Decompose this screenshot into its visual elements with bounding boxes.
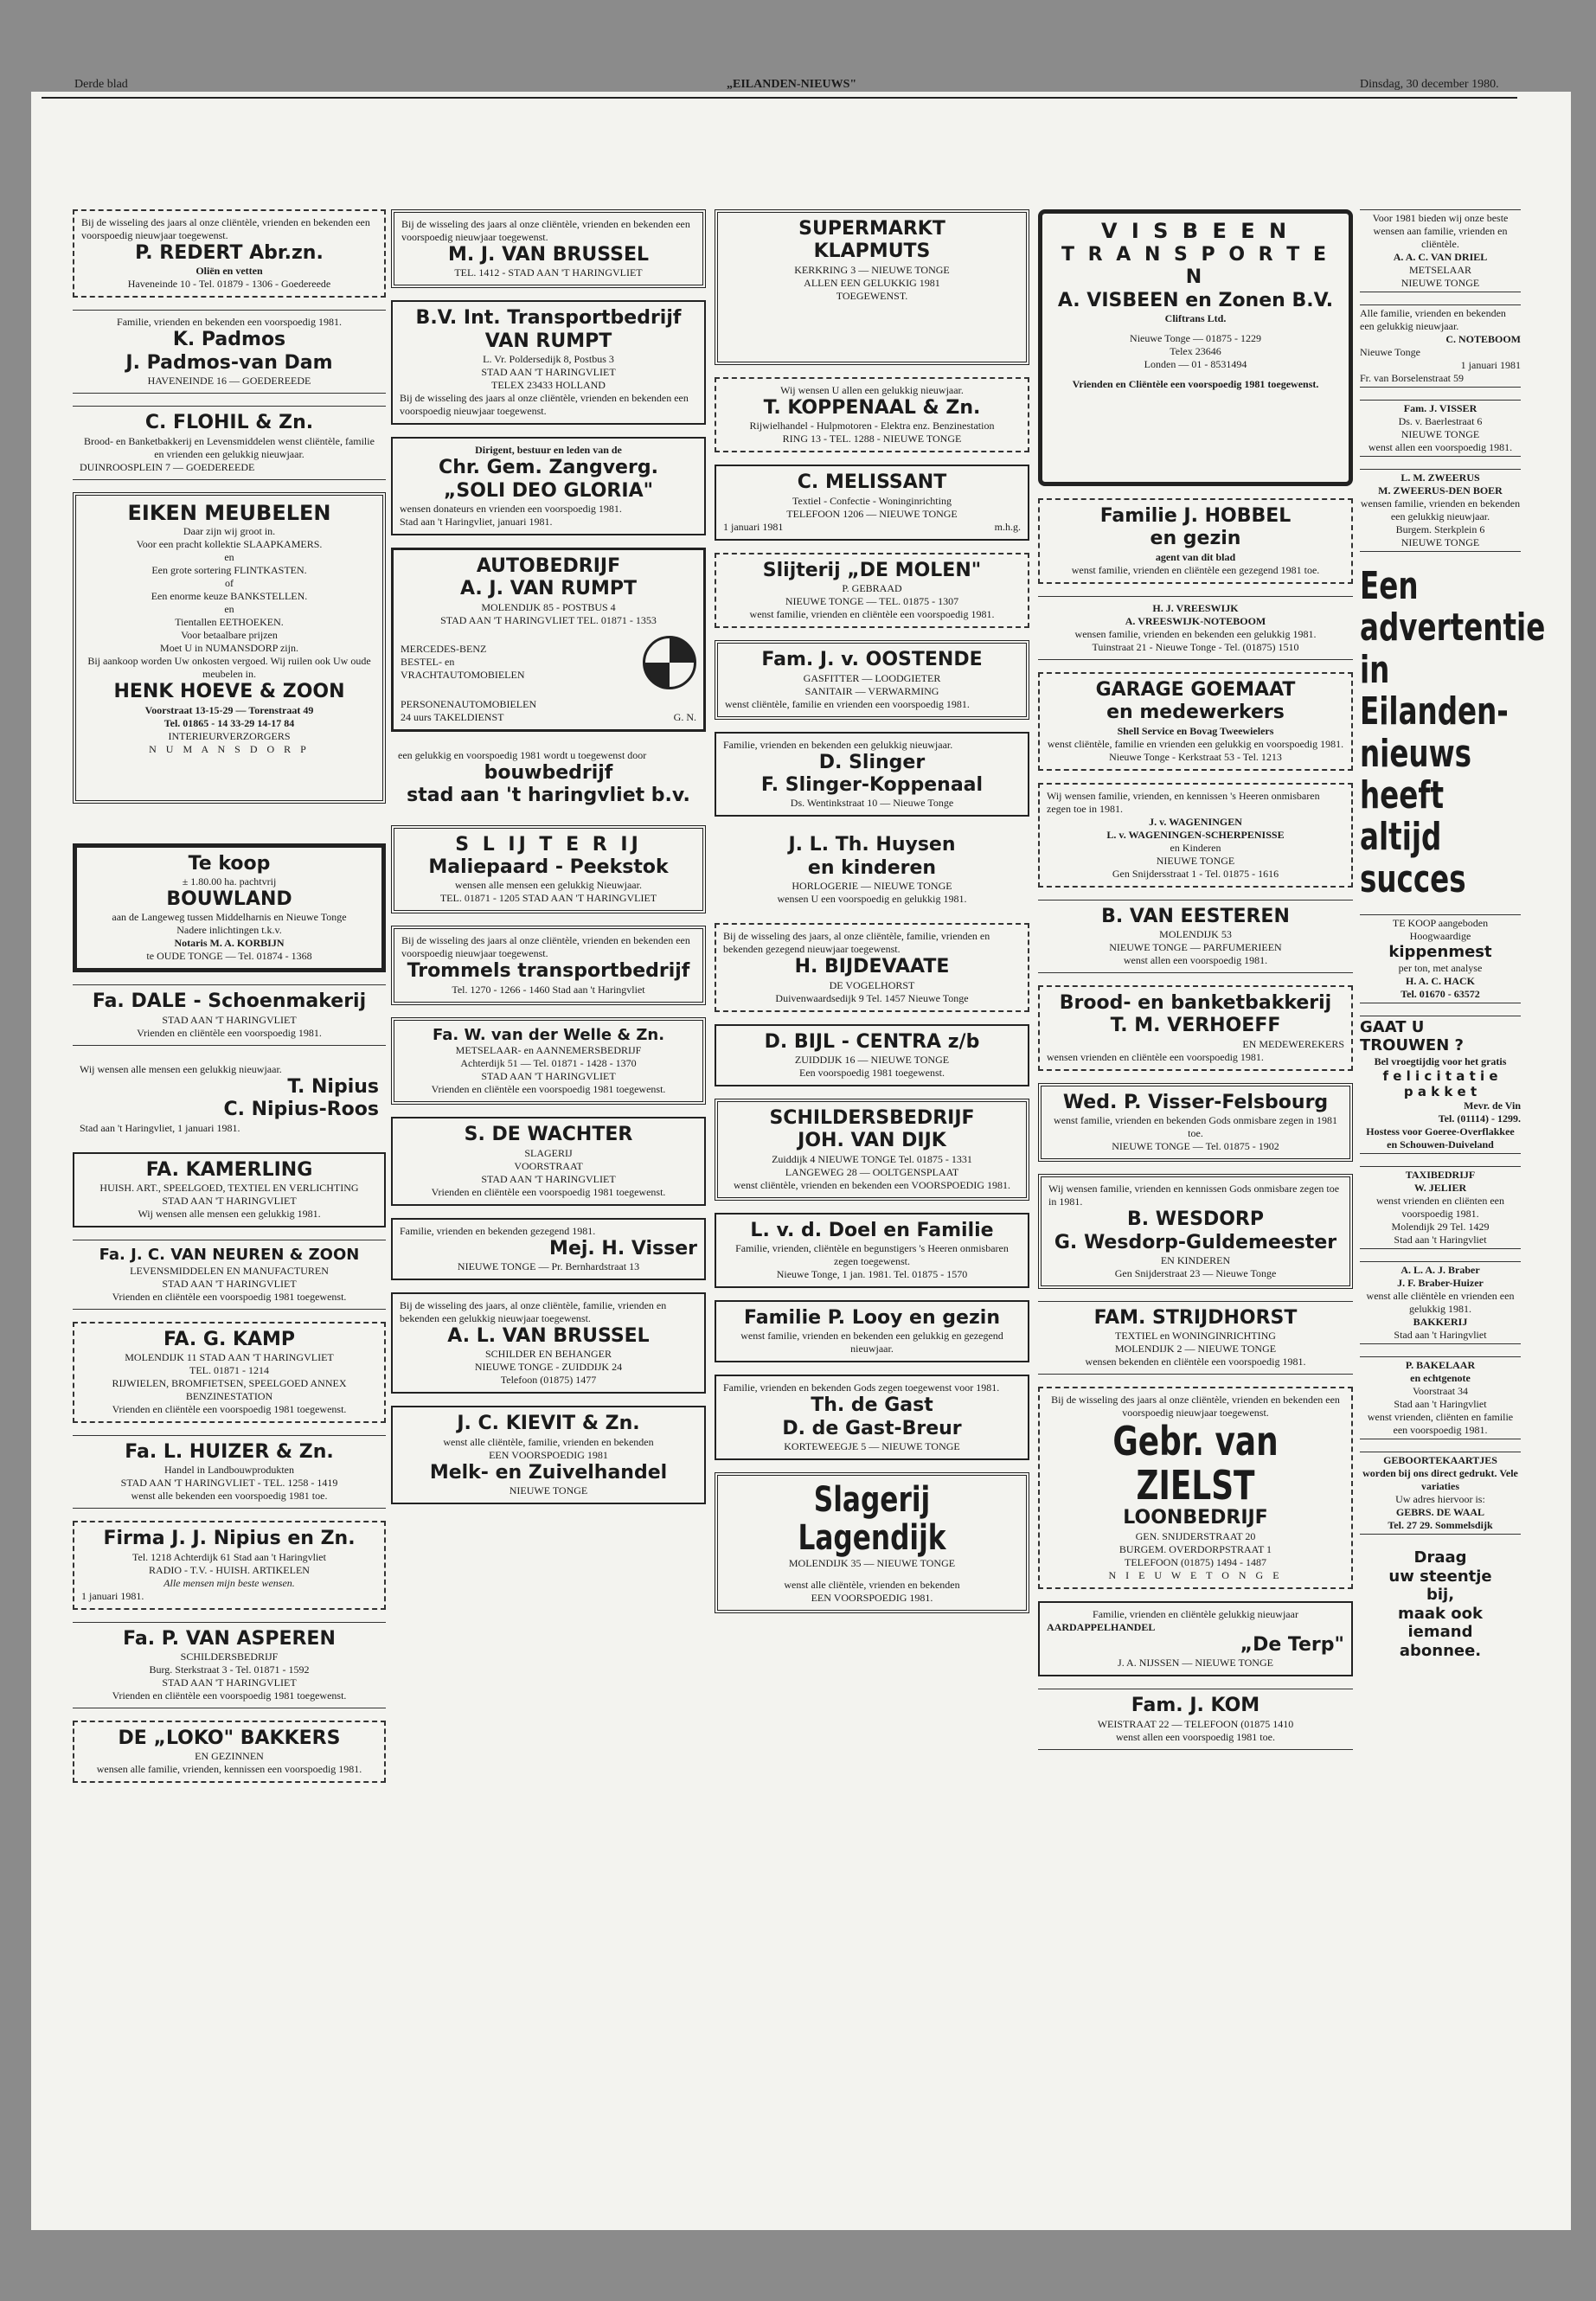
ad-dale: Fa. DALE - Schoenmakerij STAD AAN 'T HARINGVLIET Vrienden en cliëntèle een voorspoedig 1981. — [73, 984, 386, 1045]
ad-bouwbedrijf: een gelukkig en voorspoedig 1981 wordt u toegewenst door bouwbedrijf stad aan 't haringvliet b.v. — [398, 748, 690, 807]
ad-nipius-zn: Firma J. J. Nipius en Zn. Tel. 1218 Achterdijk 61 Stad aan 't Haringvliet RADIO - T.V. - HUISH. ARTIKELEN Alle mensen mijn beste wensen. 1 januari 1981. — [73, 1521, 386, 1609]
ad-bakelaar: P. BAKELAAR en echtgenote Voorstraat 34 Stad aan 't Haringvliet wenst vrienden, cliënten en familie een voorspoedig 1981. — [1360, 1356, 1521, 1439]
house-ad-advertentie: Een advertentie in Eilanden- nieuws heeft altijd succes — [1360, 564, 1546, 901]
ad-slijterij-maliepaard: S L IJ T E R IJ Maliepaard - Peekstok wensen alle mensen een gelukkig Nieuwjaar. TEL. 01871 - 1205 STAD AAN 'T HARINGVLIET — [391, 825, 706, 914]
house-ad-abonnee: Draag uw steentje bij, maak ook iemand abonnee. — [1388, 1548, 1492, 1660]
ad-de-wachter: S. DE WACHTER SLAGERIJ VOORSTRAAT STAD AAN 'T HARINGVLIET Vrienden en cliëntèle een voorspoedig 1981 toegewenst. — [391, 1117, 706, 1205]
header-rule — [42, 97, 1517, 99]
ad-hobbel: Familie J. HOBBEL en gezin agent van dit blad wenst familie, vrienden en cliëntèle een gezegend 1981 toe. — [1038, 498, 1353, 584]
bmw-logo-icon — [643, 636, 696, 689]
column-2 — [391, 209, 706, 1516]
column-4 — [1038, 209, 1353, 1762]
ad-kamp: FA. G. KAMP MOLENDIJK 11 STAD AAN 'T HARINGVLIET TEL. 01871 - 1214 RIJWIELEN, BROMFIETSEN, SPEELGOED ANNEX BENZINESTATION Vrienden en cliëntèle een voorspoedig 1981 toegewenst. — [73, 1322, 386, 1423]
ad-de-terp: Familie, vrienden en cliëntèle gelukkig nieuwjaar AARDAPPELHANDEL „De Terp" J. A. NIJSSEN — NIEUWE TONGE — [1038, 1601, 1353, 1676]
ad-wesdorp: Wij wensen familie, vrienden en kennissen Gods onmisbare zegen toe in 1981. B. WESDORP G. Wesdorp-Guldemeester EN KINDEREN Gen Snijderstraat 23 — Nieuwe Tonge — [1038, 1174, 1353, 1289]
ad-eiken-meubelen: EIKEN MEUBELEN Daar zijn wij groot in. Voor een pracht kollektie SLAAPKAMERS. en Een grote sortering FLINTKASTEN. of Een enorme keuze BANKSTELLEN. en Tientallen EETHOEKEN. Voor betaalbare prijzen Moet U in NUMANSDORP zijn. Bij aankoop worden Uw onkosten vergoed. Wij ruilen ook Uw oude meubelen in. HENK HOEVE & ZOON Voorstraat 13-15-29 — Torenstraat 49 Tel. 01865 - 14 33-29 14-17 84 INTERIEURVERZORGERS N U M A N S D O R P — [73, 492, 386, 804]
page-date: Dinsdag, 30 december 1980. — [1360, 78, 1499, 91]
ad-kippenmest: TE KOOP aangeboden Hoogwaardige kippenmest per ton, met analyse H. A. C. HACK Tel. 01670 - 63572 — [1360, 914, 1521, 1003]
ad-verhoeff: Brood- en banketbakkerij T. M. VERHOEFF EN MEDEWEREKERS wensen vrienden en cliëntèle een voorspoedig 1981. — [1038, 985, 1353, 1071]
ad-trommels: Bij de wisseling des jaars al onze cliëntèle, vrienden en bekenden een voorspoedig nieuwjaar toegewenst. Trommels transportbedrijf Tel. 1270 - 1266 - 1460 Stad aan 't Haringvliet — [391, 926, 706, 1004]
ad-nipius: Wij wensen alle mensen een gelukkig nieuwjaar. T. Nipius C. Nipius-Roos Stad aan 't Haringvliet, 1 januari 1981. — [80, 1062, 379, 1134]
ad-redert: Bij de wisseling des jaars al onze cliëntèle, vrienden en bekenden een voorspoedig nieuwjaar toegewenst. P. REDERT Abr.zn. Oliën en vetten Haveneinde 10 - Tel. 01879 - 1306 - Goedereede — [73, 209, 386, 298]
ad-van-wageningen: Wij wensen familie, vrienden, en kennissen 's Heeren onmisbaren zegen toe in 1981. J. v. WAGENINGEN L. v. WAGENINGEN-SCHERPENISSE en Kinderen NIEUWE TONGE Gen Snijdersstraat 1 - Tel. 01875 - 1616 — [1038, 783, 1353, 888]
ad-kievit: J. C. KIEVIT & Zn. wenst alle cliëntèle, familie, vrienden en bekenden EEN VOORSPOEDIG 1981 Melk- en Zuivelhandel NIEUWE TONGE — [391, 1406, 706, 1504]
ad-slijterij-de-molen: Slijterij „DE MOLEN" P. GEBRAAD NIEUWE TONGE — TEL. 01875 - 1307 wenst familie, vrienden en cliëntèle een voorspoedig 1981. — [715, 553, 1029, 628]
ad-flohil: C. FLOHIL & Zn. Brood- en Banketbakkerij en Levensmiddelen wenst cliëntèle, familie en vrienden een gelukkig nieuwjaar. DUINROOSPLEIN 7 — GOEDEREEDE — [73, 406, 386, 479]
ad-looy: Familie P. Looy en gezin wenst familie, vrienden en bekenden een gelukkig en gezegend nieuwjaar. — [715, 1300, 1029, 1362]
ad-jelier: TAXIBEDRIJF W. JELIER wenst vrienden en cliënten een voorspoedig 1981. Molendijk 29 Tel. 1429 Stad aan 't Haringvliet — [1360, 1166, 1521, 1249]
column-1 — [73, 209, 386, 1795]
column-3 — [715, 209, 1029, 1625]
ad-koppenaal: Wij wensen U allen een gelukkig nieuwjaar. T. KOPPENAAL & Zn. Rijwielhandel - Hulpmotoren - Elektra enz. Benzinestation RING 13 - TEL. 1288 - NIEUWE TONGE — [715, 377, 1029, 452]
ad-strijdhorst: FAM. STRIJDHORST TEXTIEL en WONINGINRICHTING MOLENDIJK 2 — NIEUWE TONGE wensen bekenden en cliëntèle een voorspoedig 1981. — [1038, 1301, 1353, 1375]
ad-te-koop: Te koop ± 1.80.00 ha. pachtvrij BOUWLAND aan de Langeweg tussen Middelharnis en Nieuwe Tonge Nadere inlichtingen t.k.v. Notaris M. A. KORBIJN te OUDE TONGE — Tel. 01874 - 1368 — [73, 843, 386, 973]
ad-fam-visser: Fam. J. VISSER Ds. v. Baerlestraat 6 NIEUWE TONGE wenst allen een voorspoedig 1981. — [1360, 400, 1521, 457]
ad-van-driel: Voor 1981 bieden wij onze beste wensen aan familie, vrienden en cliëntèle. A. A. C. VAN DRIEL METSELAAR NIEUWE TONGE — [1360, 209, 1521, 292]
ad-bijl-centra: D. BIJL - CENTRA z/b ZUIDDIJK 16 — NIEUWE TONGE Een voorspoedig 1981 toegewenst. — [715, 1024, 1029, 1086]
ad-loko-bakkers: DE „LOKO" BAKKERS EN GEZINNEN wensen alle familie, vrienden, kennissen een voorspoedig 1981. — [73, 1721, 386, 1783]
ad-zweerus: L. M. ZWEERUS M. ZWEERUS-DEN BOER wensen familie, vrienden en bekenden een gelukkig nieuwjaar. Burgem. Sterkplein 6 NIEUWE TONGE — [1360, 469, 1521, 552]
ad-huizer: Fa. L. HUIZER & Zn. Handel in Landbouwprodukten STAD AAN 'T HARINGVLIET - TEL. 1258 - 1419 wenst alle bekenden een voorspoedig 1981 toe. — [73, 1435, 386, 1509]
ad-van-dijk: SCHILDERSBEDRIJF JOH. VAN DIJK Zuiddijk 4 NIEUWE TONGE Tel. 01875 - 1331 LANGEWEG 28 — OOLTGENSPLAAT wenst cliëntèle, vrienden en bekenden een VOORSPOEDIG 1981. — [715, 1099, 1029, 1201]
ad-van-eesteren: B. VAN EESTEREN MOLENDIJK 53 NIEUWE TONGE — PARFUMERIEEN wenst allen een voorspoedig 1981. — [1038, 900, 1353, 973]
ad-braber: A. L. A. J. Braber J. F. Braber-Huizer wenst alle cliëntèle en vrienden een gelukkig 1981. BAKKERIJ Stad aan 't Haringvliet — [1360, 1261, 1521, 1344]
ad-vreeswijk: H. J. VREESWIJK A. VREESWIJK-NOTEBOOM wensen familie, vrienden en bekenden een gelukkig 1981. Tuinstraat 21 - Nieuwe Tonge - Tel. (01875) 1510 — [1038, 596, 1353, 660]
ad-geboortekaartjes: GEBOORTEKAARTJES worden bij ons direct gedrukt. Vele variaties Uw adres hiervoor is: GEBRS. DE WAAL Tel. 27 29. Sommelsdijk — [1360, 1452, 1521, 1535]
ad-bijdevaate: Bij de wisseling des jaars, al onze cliëntèle, familie, vrienden en bekenden gezegend nieuwjaar toegewenst. H. BIJDEVAATE DE VOGELHORST Duivenwaardsedijk 9 Tel. 1457 Nieuwe Tonge — [715, 923, 1029, 1011]
ad-soli-deo-gloria: Dirigent, bestuur en leden van de Chr. Gem. Zangverg. „SOLI DEO GLORIA" wensen donateurs en vrienden een voorspoedig 1981. Stad aan 't Haringvliet, januari 1981. — [391, 437, 706, 535]
ad-van-rumpt-transport: B.V. Int. Transportbedrijf VAN RUMPT L. Vr. Poldersedijk 8, Postbus 3 STAD AAN 'T HARINGVLIET TELEX 23433 HOLLAND Bij de wisseling des jaars al onze cliëntèle, vrienden en bekenden een voorspoedig nieuwjaar toegewenst. — [391, 300, 706, 425]
ad-visser-felsbourg: Wed. P. Visser-Felsbourg wenst familie, vrienden en bekenden Gods onmisbare zegen in 1981 toe. NIEUWE TONGE — Tel. 01875 - 1902 — [1038, 1083, 1353, 1162]
ad-padmos: Familie, vrienden en bekenden een voorspoedig 1981. K. Padmos J. Padmos-van Dam HAVENEINDE 16 — GOEDEREEDE — [73, 310, 386, 394]
ad-garage-goemaat: GARAGE GOEMAAT en medewerkers Shell Service en Bovag Tweewielers wenst cliëntèle, familie en vrienden een gelukkig en voorspoedig 1981. Nieuwe Tonge - Kerkstraat 53 - Tel. 1213 — [1038, 672, 1353, 771]
ad-slagerij-lagendijk: Slagerij Lagendijk MOLENDIJK 35 — NIEUWE TONGE wenst alle cliëntèle, vrienden en bekenden EEN VOORSPOEDIG 1981. — [715, 1472, 1029, 1613]
ad-mej-visser: Familie, vrienden en bekenden gezegend 1981. Mej. H. Visser NIEUWE TONGE — Pr. Bernhardstraat 13 — [391, 1218, 706, 1280]
ad-kom: Fam. J. KOM WEISTRAAT 22 — TELEFOON (01875 1410 wenst allen een voorspoedig 1981 toe. — [1038, 1689, 1353, 1749]
ad-de-gast: Familie, vrienden en bekenden Gods zegen toegewenst voor 1981. Th. de Gast D. de Gast-Breur KORTEWEEGJE 5 — NIEUWE TONGE — [715, 1375, 1029, 1460]
ad-huysen: J. L. Th. Huysen en kinderen HORLOGERIE — NIEUWE TONGE wensen U een voorspoedig en gelukkig 1981. — [777, 834, 967, 906]
ad-van-asperen: Fa. P. VAN ASPEREN SCHILDERSBEDRIJF Burg. Sterkstraat 3 - Tel. 01871 - 1592 STAD AAN 'T HARINGVLIET Vrienden en cliëntèle een voorspoedig 1981 toegewenst. — [73, 1622, 386, 1708]
ad-kamerling: FA. KAMERLING HUISH. ART., SPEELGOED, TEXTIEL EN VERLICHTING STAD AAN 'T HARINGVLIET Wij wensen alle mensen een gelukkig 1981. — [73, 1152, 386, 1227]
ad-van-der-doel: L. v. d. Doel en Familie Familie, vrienden, cliëntèle en begunstigers 's Heeren onmisbaren zegen toegewenst. Nieuwe Tonge, 1 jan. 1981. Tel. 01875 - 1570 — [715, 1213, 1029, 1288]
ad-slinger: Familie, vrienden en bekenden een gelukkig nieuwjaar. D. Slinger F. Slinger-Koppenaal Ds. Wentinkstraat 10 — Nieuwe Tonge — [715, 732, 1029, 817]
ad-visbeen: V I S B E E N T R A N S P O R T E N A. VISBEEN en Zonen B.V. Cliftrans Ltd. Nieuwe Tonge — 01875 - 1229 Telex 23646 Londen — 01 - 8531494 Vrienden en Cliëntèle een voorspoedig 1981 toegewenst. — [1038, 209, 1353, 486]
ad-van-neuren: Fa. J. C. VAN NEUREN & ZOON LEVENSMIDDELEN EN MANUFACTUREN STAD AAN 'T HARINGVLIET Vrienden en cliëntèle een voorspoedig 1981 toegewenst. — [73, 1240, 386, 1310]
ad-a-l-van-brussel: Bij de wisseling des jaars, al onze cliëntèle, familie, vrienden en bekenden een gelukkig nieuwjaar toegewenst. A. L. VAN BRUSSEL SCHILDER EN BEHANGER NIEUWE TONGE - ZUIDDIJK 24 Telefoon (01875) 1477 — [391, 1292, 706, 1394]
ad-van-oostende: Fam. J. v. OOSTENDE GASFITTER — LOODGIETER SANITAIR — VERWARMING wenst cliëntèle, familie en vrienden een voorspoedig 1981. — [715, 640, 1029, 719]
ad-van-der-welle: Fa. W. van der Welle & Zn. METSELAAR- en AANNEMERSBEDRIJF Achterdijk 51 — Tel. 01871 - 1428 - 1370 STAD AAN 'T HARINGVLIET Vrienden en cliëntèle een voorspoedig 1981 toegewenst. — [391, 1017, 706, 1106]
ad-gaat-u-trouwen: GAAT U TROUWEN ? Bel vroegtijdig voor het gratis f e l i c i t a t i e p a k k e t Mevr. de Vin Tel. (01114) - 1299. Hostess voor Goeree-Overflakkee en Schouwen-Duiveland — [1360, 1016, 1521, 1154]
page-label: Derde blad — [74, 78, 128, 91]
ad-m-j-van-brussel: Bij de wisseling des jaars al onze cliëntèle, vrienden en bekenden een voorspoedig nieuwjaar toegewenst. M. J. VAN BRUSSEL TEL. 1412 - STAD AAN 'T HARINGVLIET — [391, 209, 706, 288]
newspaper-title: „EILANDEN-NIEUWS" — [727, 78, 857, 91]
ad-van-zielst: Bij de wisseling des jaars al onze cliëntèle, vrienden en bekenden een voorspoedig nieuwjaar toegewenst. Gebr. van ZIELST LOONBEDRIJF GEN. SNIJDERSTRAAT 20 BURGEM. OVERDORPSTRAAT 1 TELEFOON (01875) 1494 - 1487 N I E U W E T O N G E — [1038, 1387, 1353, 1589]
ad-noteboom: Alle familie, vrienden en bekenden een gelukkig nieuwjaar. C. NOTEBOOM Nieuwe Tonge 1 januari 1981 Fr. van Borselenstraat 59 — [1360, 304, 1521, 388]
ad-klapmuts: SUPERMARKT KLAPMUTS KERKRING 3 — NIEUWE TONGE ALLEN EEN GELUKKIG 1981 TOEGEWENST. — [715, 209, 1029, 365]
ad-autobedrijf-van-rumpt: AUTOBEDRIJF A. J. VAN RUMPT MOLENDIJK 85 - POSTBUS 4 STAD AAN 'T HARINGVLIET TEL. 01871 - 1353 MERCEDES-BENZ BESTEL- en VRACHTAUTOMOBIELEN PERSONENAUTOMOBIELEN 24 uurs TAKELDIENST G. N. — [391, 548, 706, 732]
column-5 — [1360, 209, 1546, 1674]
ad-melissant: C. MELISSANT Textiel - Confectie - Woninginrichting TELEFOON 1206 — NIEUWE TONGE 1 januari 1981 m.h.g. — [715, 465, 1029, 540]
